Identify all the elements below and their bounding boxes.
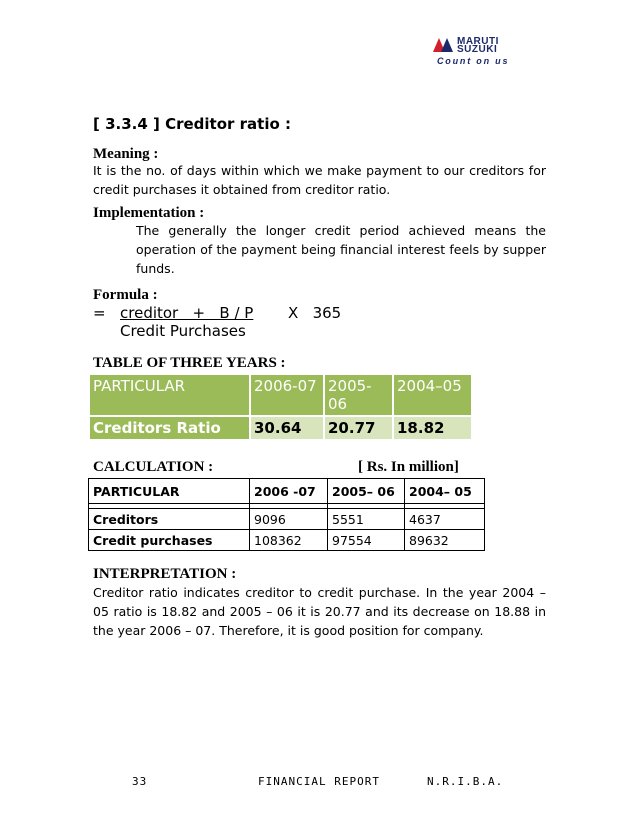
formula-eq: = — [93, 304, 106, 322]
meaning-text: It is the no. of days within which we make payment to our creditors for credit purchases it obtained from creditor ratio. — [93, 163, 546, 197]
table-cell: 9096 — [250, 509, 328, 530]
table-cell: 108362 — [250, 530, 328, 551]
three-years-table — [88, 373, 473, 441]
table-header-cell: PARTICULAR — [90, 375, 249, 415]
table-header-row — [90, 375, 471, 415]
table-cell: 5551 — [328, 509, 405, 530]
table-header-cell: PARTICULAR — [89, 479, 250, 504]
table-cell: 97554 — [328, 530, 405, 551]
table-header-cell: 2006-07 — [251, 375, 323, 415]
footer-page-number: 33 — [132, 775, 148, 788]
interpretation-text: Creditor ratio indicates creditor to credit purchase. In the year 2004 – 05 ratio is 18.82 and 2005 – 06 it is 20.77 and its decrease on 18.88 in the year 2006 – 07. Therefore, it is good position for company. — [93, 585, 546, 638]
calculation-table — [88, 478, 485, 551]
table-header-cell: 2004–05 — [394, 375, 471, 415]
table-cell: 18.82 — [394, 417, 471, 439]
footer-title: FINANCIAL REPORT — [258, 775, 380, 788]
three-years-heading: TABLE OF THREE YEARS : — [93, 355, 286, 371]
logo-brand: MARUTI SUZUKI — [457, 36, 499, 55]
table-row — [89, 530, 485, 551]
table-row — [89, 509, 485, 530]
maruti-suzuki-logo — [433, 34, 543, 66]
logo-tagline: Count on us — [437, 56, 510, 66]
formula-heading: Formula : — [93, 287, 158, 303]
table-cell: Creditors — [89, 509, 250, 530]
table-cell: Creditors Ratio — [90, 417, 249, 439]
formula-denominator: Credit Purchases — [120, 322, 246, 340]
table-cell: 4637 — [405, 509, 485, 530]
section-title: [ 3.3.4 ] Creditor ratio : — [93, 115, 291, 133]
implementation-text: The generally the longer credit period achieved means the operation of the payment being financial interest feels by supper funds. — [136, 223, 546, 276]
implementation-heading: Implementation : — [93, 205, 205, 221]
calculation-unit: [ Rs. In million] — [358, 459, 459, 475]
table-cell: 89632 — [405, 530, 485, 551]
table-row — [90, 417, 471, 439]
table-header-cell: 2005- 06 — [325, 375, 392, 415]
table-header-cell: 2005– 06 — [328, 479, 405, 504]
table-header-cell: 2004– 05 — [405, 479, 485, 504]
formula-times: X 365 — [288, 304, 342, 322]
table-cell: 20.77 — [325, 417, 392, 439]
table-cell: Credit purchases — [89, 530, 250, 551]
table-cell: 30.64 — [251, 417, 323, 439]
meaning-heading: Meaning : — [93, 146, 159, 162]
footer-org: N.R.I.B.A. — [427, 775, 504, 788]
table-header-cell: 2006 -07 — [250, 479, 328, 504]
table-header-row — [89, 479, 485, 504]
formula-numerator: creditor + B / P — [120, 304, 254, 322]
suzuki-s-icon — [433, 36, 455, 54]
interpretation-heading: INTERPRETATION : — [93, 566, 237, 582]
calculation-heading: CALCULATION : — [93, 459, 214, 475]
